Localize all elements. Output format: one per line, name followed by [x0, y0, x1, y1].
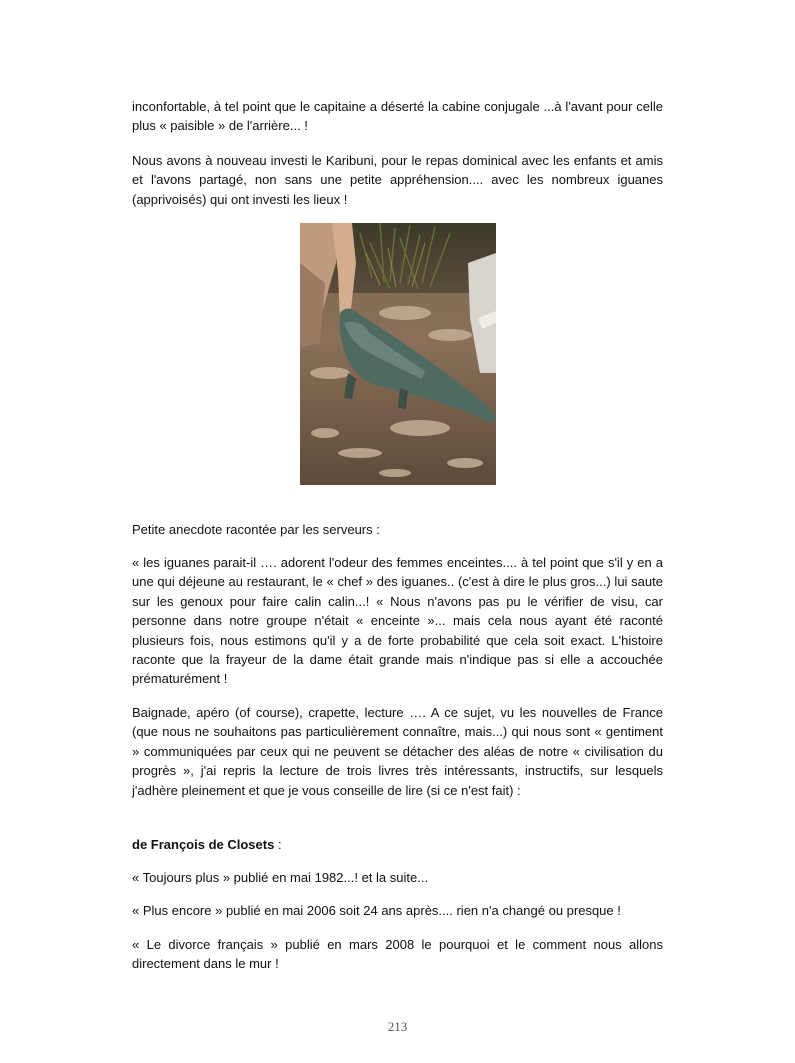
- paragraph-book-3: [132, 935, 663, 974]
- paragraph-book-3-text: « Le divorce français » publié en mars 2008 le pourquoi et le comment nous allons directement dans le mur !: [132, 937, 663, 972]
- paragraph-cabin: [132, 97, 663, 136]
- paragraph-book-1: [132, 868, 663, 887]
- page-number: 213: [387, 1019, 408, 1034]
- paragraph-author-text: [132, 835, 663, 854]
- paragraph-reading-text: Baignade, apéro (of course), crapette, lecture …. A ce sujet, vu les nouvelles de France (que nous ne souhaitons pas particulièrement connaître, mais...) qui nous sont « gentiment » communiquées par ceux qui ne peuvent se détacher des aléas de notre « civilisation du progrès », j'ai repris la lecture de trois livres très intéressants, instructifs, sur lesquels j'adhère pleinement et que je vous conseille de lire (si ce n'est fait) :: [132, 705, 663, 798]
- paragraph-book-1-text: « Toujours plus » publié en mai 1982...! et la suite...: [132, 870, 429, 885]
- paragraph-reading: [132, 703, 663, 800]
- author-colon: :: [274, 837, 282, 852]
- paragraph-anecdote-intro-text: Petite anecdote racontée par les serveurs :: [132, 522, 380, 537]
- author-name: de François de Closets: [132, 837, 275, 852]
- paragraph-cabin-text: inconfortable, à tel point que le capitaine a déserté la cabine conjugale ...à l'avant pour celle plus « paisible » de l'arrière... !: [132, 99, 663, 134]
- paragraph-anecdote-intro: [132, 520, 663, 539]
- paragraph-anecdote: [132, 553, 663, 689]
- iguana-photo: [300, 223, 496, 485]
- paragraph-author: [132, 835, 663, 854]
- iguana-photo-image: [300, 223, 496, 485]
- paragraph-book-2-text: « Plus encore » publié en mai 2006 soit 24 ans après.... rien n'a changé ou presque !: [132, 903, 621, 918]
- paragraph-karibuni: [132, 151, 663, 209]
- paragraph-karibuni-text: Nous avons à nouveau investi le Karibuni, pour le repas dominical avec les enfants et amis et l'avons partagé, non sans une petite appréhension.... avec les nombreux iguanes (apprivoisés) qui ont investi les lieux !: [132, 153, 663, 207]
- paragraph-book-2: [132, 901, 663, 920]
- paragraph-anecdote-text: « les iguanes parait-il …. adorent l'odeur des femmes enceintes.... à tel point que s'il y en a une qui déjeune au restaurant, le « chef » des iguanes.. (c'est à dire le plus gros...) lui saute sur les genoux pour faire calin calin...! « Nous n'avons pas pu le vérifier de visu, car personne dans notre groupe n'était « enceinte »... mais cela nous ayant été raconté plusieurs fois, nous estimons qu'il y a de forte probabilité que cela soit exact. L'histoire raconte que la frayeur de la dame était grande mais n'indique pas si elle a accouchée prématurément !: [132, 555, 663, 687]
